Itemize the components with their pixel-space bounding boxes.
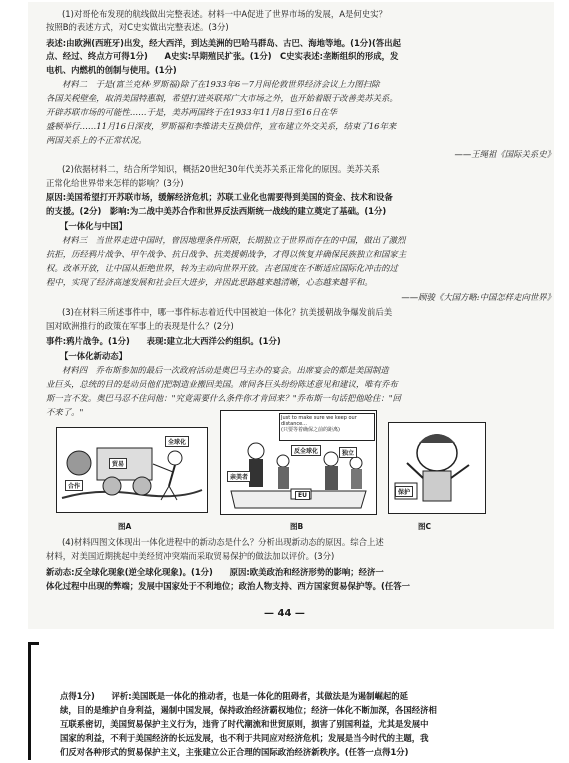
cartoon-b-label-2: 反全球化: [291, 445, 321, 456]
figure-b-caption: 图B: [290, 522, 304, 531]
text-line: 【一体化与中国】: [60, 221, 127, 231]
cartoon-figure-b: [220, 410, 377, 515]
text-line: 抗拒，历经鸦片战争、甲午战争、抗日战争、抗美援朝战争，才得以恢复并确保民族独立和国家主: [46, 249, 407, 259]
page-number: — 44 —: [264, 608, 305, 619]
text-line: 斯一言不发。奥巴马忍不住问他："究竟需要什么条件你才肯回来？"乔布斯一句话把他呛住："回: [46, 393, 401, 403]
text-line: 的支援。(2分) 影响:为二战中美苏合作和世界反法西斯统一战线的建立奠定了基础。(1分): [46, 206, 387, 216]
cartoon-figure-c: [388, 422, 486, 514]
text-line: 新动态:反全球化现象(逆全球化现象)。(1分) 原因:欧美政治和经济形势的影响；经济一: [46, 567, 384, 577]
cartoon-c-drawing: [389, 423, 485, 513]
text-line: 材料二 于是(富兰克林·罗斯福)除了在1933年6－7月间伦敦世界经济会议上力图扫除: [62, 79, 380, 89]
figure-a-caption: 图A: [118, 522, 132, 531]
text-line: 国对欧洲推行的政策在军事上的表现是什么？(2分): [46, 321, 234, 331]
text-line: 表述:由欧洲(西班牙)出发，经大西洋，到达美洲的巴哈马群岛、古巴、海地等地。(1分)(答出起: [46, 38, 401, 48]
cartoon-a-label-3: 全球化: [165, 436, 189, 447]
text-line: 事件:鸦片战争。(1分) 表现:建立北大西洋公约组织。(1分): [46, 336, 281, 346]
text-line: 程中，实现了经济高速发展和社会巨大进步，并因此思路越来越清晰，心态越来越平和。: [46, 277, 373, 287]
answer-line: 续，目的是维护自身利益，遏制中国发展，保持政治经济霸权地位；经济一体化不断加深，各国经济相: [60, 705, 437, 715]
speech-bubble-english: Just to make sure we keep our distance...: [281, 415, 357, 427]
text-line: 体化过程中出现的弊端；发展中国家处于不利地位；政治人物支持、西方国家贸易保护等。(任答一: [46, 581, 410, 591]
cartoon-a-label-2: 合作: [65, 480, 83, 491]
text-line: 材料，对美国近期挑起中美经贸冲突端而采取贸易保护的做法加以评价。(3分): [46, 551, 335, 561]
text-line: 点、经过、终点方可得1分) A史实:早期殖民扩张。(1分) C史实表述:垄断组织的形成，发: [46, 51, 399, 61]
cartoon-b-label-3: EU: [295, 491, 310, 500]
text-line: 电机、内燃机的创制与使用。(1分): [46, 65, 177, 75]
cartoon-c-label: 保护: [395, 486, 413, 497]
text-line: 权。改革开放，让中国从拒绝世界，转为主动向世界开放。古老国度在不断适应国际化冲击的过: [46, 263, 398, 273]
cartoon-a-label-1: 贸易: [109, 458, 127, 469]
text-line: ——王绳祖《国际关系史》: [454, 149, 555, 159]
answer-line: 点得1分) 评析:美国既是一体化的推动者，也是一体化的阻碍者，其做法是为遏制崛起的延: [60, 691, 409, 701]
text-line: 开辟苏联市场的可能性……于是，美苏两国终于在1933年11月8日至16日在华: [46, 107, 337, 117]
cartoon-b-label-4: 独立: [339, 447, 357, 458]
text-line: ——顾骏《大国方略:中国怎样走向世界》: [401, 292, 555, 302]
text-line: 按照B的表述方式，对C史实做出完整表述。(3分): [46, 22, 229, 32]
text-line: 【一体化新动态】: [60, 351, 127, 361]
answer-line: 们反对各种形式的贸易保护主义，主张建立公正合理的国际政治经济新秩序。(任答一点得1分): [60, 747, 409, 757]
text-line: (4)材料四图文体现出一体化进程中的新动态是什么？分析出现新动态的原因。综合上述: [62, 537, 384, 547]
cartoon-b-label-1: 亲美者: [227, 471, 251, 482]
text-line: 材料三 当世界走进中国时，曾因地理条件所限，长期独立于世界而存在的中国，做出了激烈: [62, 235, 406, 245]
text-line: (1)对哥伦布发现的航线做出完整表述。材料一中A促进了世界市场的发展，A是何史实？: [62, 9, 387, 19]
text-line: 原因:美国希望打开苏联市场，缓解经济危机；苏联工业化也需要得到美国的资金、技术和设备: [46, 192, 393, 202]
figure-c-caption: 图C: [418, 522, 432, 531]
text-line: 盛顿举行……11月16日深夜，罗斯福和李维诺夫互换信件，宣布建立外交关系，结束了16年来: [46, 121, 397, 131]
text-line: 不来了。": [46, 407, 84, 417]
text-line: (2)依据材料二，结合所学知识，概括20世纪30年代美苏关系正常化的原因。美苏关系: [62, 164, 380, 174]
answer-line: 互联系密切，美国贸易保护主义行为，违背了时代潮流和世贸原则，损害了别国利益，尤其是发展中: [60, 719, 429, 729]
cartoon-b-speech-bubble: [279, 413, 375, 441]
text-line: (3)在材料三所述事件中，哪一事件标志着近代中国被迫一体化？抗美援朝战争爆发前后美: [62, 307, 393, 317]
corner-bracket: [28, 642, 39, 760]
text-line: 正常化给世界带来怎样的影响？(3分): [46, 178, 184, 188]
text-line: 材料四 乔布斯参加的最后一次政府活动是奥巴马主办的宴会。出席宴会的都是美国制造: [62, 365, 389, 375]
speech-bubble-chinese: (只要等着确保之前的距离): [281, 427, 340, 433]
text-line: 业巨头，总统的目的是动员他们把制造业搬回美国。席间各巨头纷纷陈述意见和建议，唯有乔布: [46, 379, 398, 389]
cartoon-figure-a: [56, 427, 208, 513]
text-line: 两国关系上的不正常状况。: [46, 135, 147, 145]
text-line: 各国关税壁垒，取消美国特惠制，希望打进英联邦广大市场之外，也开始着眼于改善美苏关系。: [46, 93, 398, 103]
answer-line: 国家的利益，不利于美国经济的长远发展，也不利于共同应对经济危机；发展是当今时代的主题，我: [60, 733, 429, 743]
